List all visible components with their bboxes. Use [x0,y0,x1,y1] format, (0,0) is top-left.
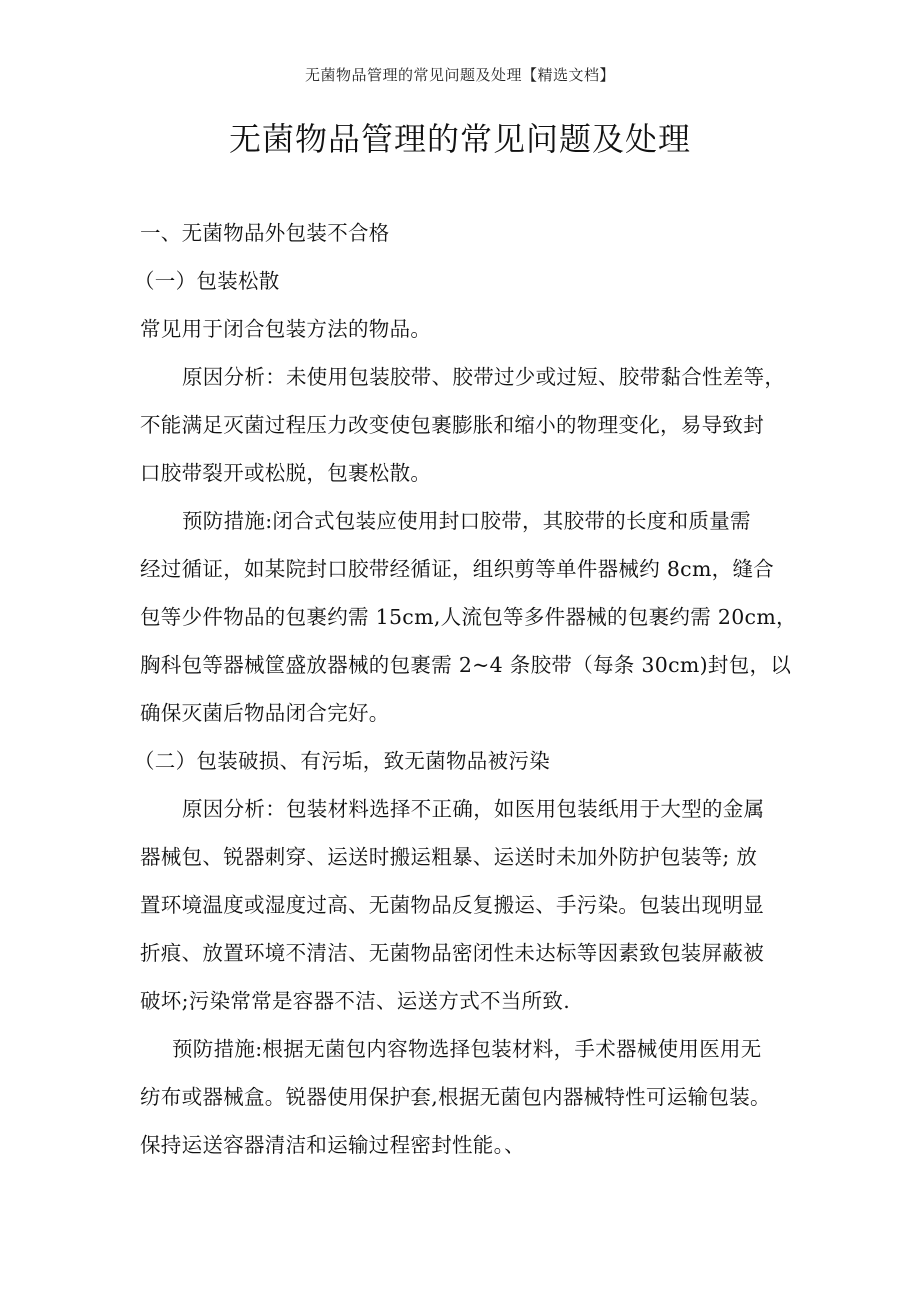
paragraph-line: 折痕、放置环境不清洁、无菌物品密闭性未达标等因素致包装屏蔽被 [140,941,764,965]
paragraph-line: 胸科包等器械筐盛放器械的包裹需 2~4 条胶带（每条 30cm)封包，以 [140,653,792,677]
paragraph-line: 不能满足灭菌过程压力改变使包裹膨胀和缩小的物理变化，易导致封 [140,413,764,437]
paragraph-line: 经过循证，如某院封口胶带经循证，组织剪等单件器械约 8cm，缝合 [140,557,775,581]
document-title: 无菌物品管理的常见问题及处理 [228,120,691,158]
paragraph-line: 器械包、锐器刺穿、运送时搬运粗暴、运送时未加外防护包装等; 放 [140,845,758,869]
section-1-1-heading: （一）包装松散 [134,269,280,293]
paragraph-line: 原因分析：未使用包装胶带、胶带过少或过短、胶带黏合性差等， [182,365,786,389]
running-header: 无菌物品管理的常见问题及处理【精选文档】 [304,66,615,84]
paragraph-line: 保持运送容器清洁和运输过程密封性能。、 [140,1133,525,1157]
paragraph-line: 置环境温度或湿度过高、无菌物品反复搬运、手污染。包装出现明显 [140,893,764,917]
paragraph-line: 包等少件物品的包裹约需 15cm,人流包等多件器械的包裹约需 20cm， [140,605,797,629]
paragraph-line: 口胶带裂开或松脱，包裹松散。 [140,461,432,485]
section-1-heading: 一、无菌物品外包装不合格 [140,221,390,245]
document-body [134,209,797,1169]
paragraph-line: 原因分析：包装材料选择不正确，如医用包装纸用于大型的金属 [182,797,765,821]
section-1-1-intro: 常见用于闭合包装方法的物品。 [140,317,432,341]
paragraph-line: 预防措施:闭合式包装应使用封口胶带，其胶带的长度和质量需 [182,509,751,533]
section-1-2-heading: （二）包装破损、有污垢，致无菌物品被污染 [134,749,550,773]
paragraph-line: 纺布或器械盒。锐器使用保护套,根据无菌包内器械特性可运输包装。 [140,1085,771,1109]
paragraph-line: 预防措施:根据无菌包内容物选择包装材料，手术器械使用医用无 [172,1037,762,1061]
paragraph-line: 确保灭菌后物品闭合完好。 [140,701,390,725]
paragraph-line: 破坏;污染常常是容器不洁、运送方式不当所致. [140,989,571,1013]
